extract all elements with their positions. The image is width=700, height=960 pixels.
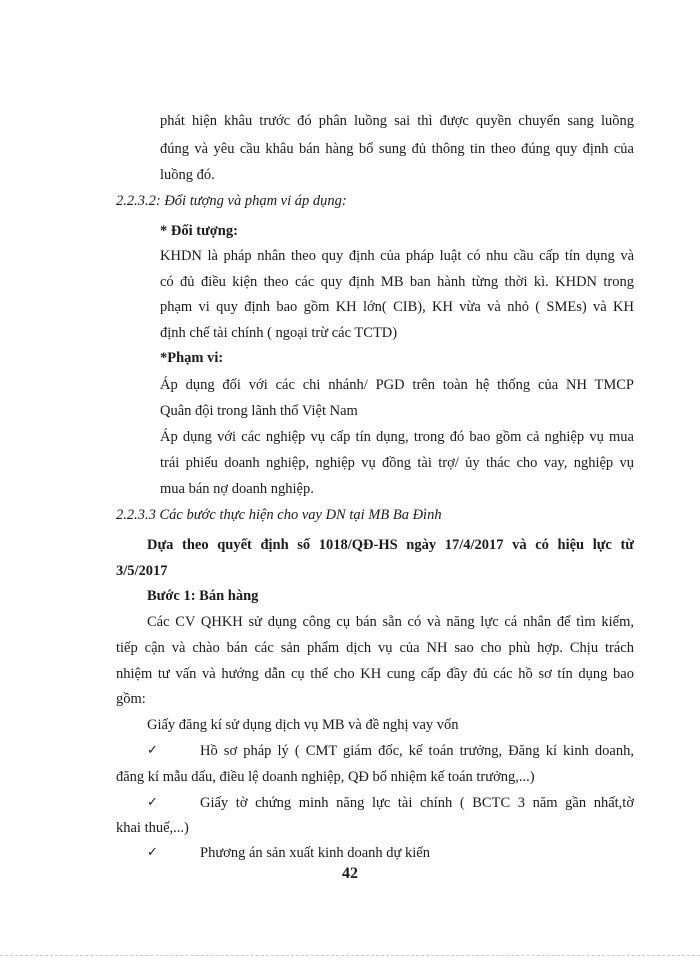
- decision-line: Dựa theo quyết định số 1018/QĐ-HS ngày 17/4/2017 và có hiệu lực từ: [147, 537, 634, 553]
- bullet-line: đăng kí mẫu dấu, điều lệ doanh nghiệp, QĐ bổ nhiệm kế toán trưởng,...): [116, 769, 535, 785]
- paragraph-line: phát hiện khâu trước đó phân luồng sai thì được quyền chuyển sang luồng: [160, 113, 634, 129]
- paragraph-line: gồm:: [116, 691, 146, 707]
- paragraph-line: phạm vi quy định bao gồm KH lớn( CIB), KH vừa và nhỏ ( SMEs) và KH: [160, 299, 634, 315]
- check-icon: ✓: [147, 743, 158, 758]
- paragraph-line: KHDN là pháp nhân theo quy định của pháp luật có nhu cầu cấp tín dụng và: [160, 248, 634, 264]
- paragraph-line: Áp dụng đối với các chi nhánh/ PGD trên toàn hệ thống của NH TMCP: [160, 377, 634, 393]
- step-heading: Bước 1: Bán hàng: [147, 588, 259, 604]
- paragraph-line: định chế tài chính ( ngoại trừ các TCTD): [160, 325, 398, 341]
- paragraph-line: Áp dụng với các nghiệp vụ cấp tín dụng, trong đó bao gồm cả nghiệp vụ mua: [160, 429, 634, 445]
- bullet-line: khai thuế,...): [116, 820, 189, 836]
- section-heading: 2.2.3.3 Các bước thực hiện cho vay DN tại MB Ba Đình: [116, 507, 442, 523]
- paragraph-line: luồng đó.: [160, 167, 215, 183]
- page-edge-divider: [0, 955, 700, 956]
- paragraph-line: Các CV QHKH sử dụng công cụ bán sẵn có và năng lực cá nhân để tìm kiếm,: [147, 614, 634, 630]
- paragraph-line: Giấy đăng kí sử dụng dịch vụ MB và đề nghị vay vốn: [147, 717, 459, 733]
- paragraph-line: mua bán nợ doanh nghiệp.: [160, 481, 314, 497]
- section-heading: 2.2.3.2: Đối tượng và phạm vi áp dụng:: [116, 193, 347, 209]
- check-icon: ✓: [147, 795, 158, 810]
- subheading-doi-tuong: * Đối tượng:: [160, 223, 238, 239]
- paragraph-line: tiếp cận và chào bán các sản phẩm dịch vụ của NH sao cho phù hợp. Chịu trách: [116, 640, 634, 656]
- bullet-line: Giấy tờ chứng minh năng lực tài chính ( BCTC 3 năm gần nhất,tờ: [200, 795, 634, 811]
- paragraph-line: Quân đội trong lãnh thổ Việt Nam: [160, 403, 358, 419]
- paragraph-line: nhiệm tư vấn và hướng dẫn cụ thể cho KH cung cấp đầy đủ các hồ sơ tín dụng bao: [116, 666, 634, 682]
- bullet-line: Hồ sơ pháp lý ( CMT giám đốc, kế toán trưởng, Đăng kí kinh doanh,: [200, 743, 634, 759]
- paragraph-line: đúng và yêu cầu khâu bán hàng bổ sung đủ thông tin theo đúng quy định của: [160, 141, 634, 157]
- bullet-line: Phương án sản xuất kinh doanh dự kiến: [200, 845, 430, 861]
- paragraph-line: trái phiếu doanh nghiệp, nghiệp vụ đồng tài trợ/ ủy thác cho vay, nghiệp vụ: [160, 455, 634, 471]
- check-icon: ✓: [147, 845, 158, 860]
- page-number: 42: [342, 865, 358, 882]
- subheading-pham-vi: *Phạm vi:: [160, 350, 224, 366]
- paragraph-line: có đủ điều kiện theo các quy định MB ban hành từng thời kì. KHDN trong: [160, 274, 634, 290]
- decision-line: 3/5/2017: [116, 563, 168, 579]
